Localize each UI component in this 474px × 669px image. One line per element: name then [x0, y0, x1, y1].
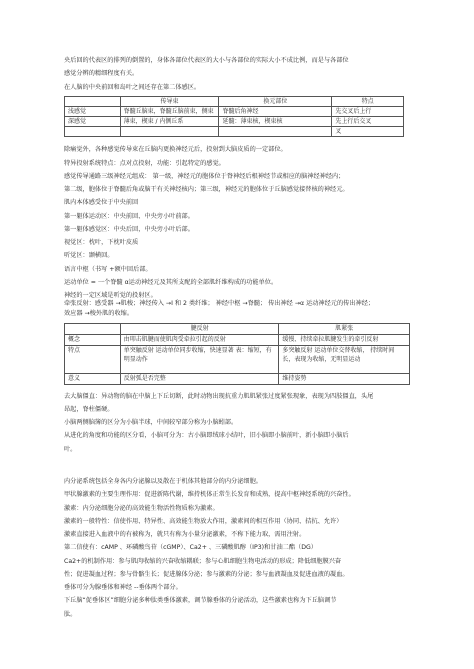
table-cell: 缓慢、持续牵拉肌腱发生的牵引反射: [279, 335, 410, 346]
paragraph-line: 激素的一般特性：信使作用、特异性、高效能生物放大作用，激素间的相互作用（协同、拮抗、允许）: [64, 518, 343, 525]
reflex-comparison-table: [64, 323, 410, 385]
table-cell: 特点: [65, 346, 121, 374]
paragraph-line: 第一躯体运动区：中央前回、中央旁小叶前部。: [64, 213, 194, 220]
paragraph-line: 感觉分辨的精细程度有关。: [64, 70, 139, 77]
table-header-cell: 肌紧张: [279, 324, 410, 335]
paragraph-line: 语言中枢（书写 +额中回后部。: [64, 266, 152, 273]
table-header-cell: [65, 97, 121, 107]
paragraph-line: 垂体可分为腺垂体和神经 --垂体两个部分。: [64, 584, 182, 591]
table-header-cell: 换元部位: [219, 97, 332, 107]
paragraph-line: 叶。: [64, 446, 77, 453]
table-header-cell: [65, 324, 121, 335]
table-cell: [65, 127, 121, 137]
paragraph-line: 小脑两侧脑簿的区分为小脑半球，中间较窄部分称为小脑蚓部。: [64, 419, 238, 426]
table-header-cell: 传导束: [120, 97, 219, 107]
table-cell: 延髓：薄束核，楔束核: [219, 117, 332, 127]
paragraph-line: 激素直接进入血液中的有被称为，就只有称为小量分泌激素，不称下能力取，需用注射。: [64, 531, 306, 538]
table-cell: 单突触反射 运动单位同步收缩，快速显著 表：缩短，有明显动作: [120, 346, 279, 374]
table-cell: 叉: [332, 127, 404, 137]
paragraph-line: 昂起，脊柱僵硬。: [64, 406, 114, 413]
table-header-cell: 特点: [332, 97, 404, 107]
table-cell: 薄束，楔束 / 内侧丘系: [120, 117, 219, 127]
table-header-cell: 腱反射: [120, 324, 279, 335]
table-row: [65, 107, 404, 117]
paragraph-line: 肽。: [64, 611, 77, 618]
table-row: [65, 335, 410, 346]
table-cell: 反射弧是否完整: [120, 374, 279, 385]
table-cell: 脊髓丘脑束，脊髓丘脑前束，侧束: [120, 107, 219, 117]
paragraph-line: 第二信使有：cAMP 、环磷酸鸟苷（cGMP）、Ca2+ 、三磷酸肌醇（IP3)和甘油二酯（DG）: [64, 544, 317, 551]
paragraph-line: 肌内本体感受位于中央前回: [64, 199, 139, 206]
table-header-row: [65, 97, 404, 107]
sensory-pathway-table: [64, 96, 404, 137]
table-cell: 维持姿势: [279, 374, 410, 385]
paragraph-line: 特异投射系统特点：点对点投射，功能：引起特定的感觉。: [64, 160, 225, 167]
table-cell: 先交叉后上行: [332, 107, 404, 117]
paragraph-line: 第一躯体感觉区：中央后回，中央旁小叶后部。: [64, 226, 194, 233]
paragraph-line: 牵张反射：感受器 →肌梭；神经传入 →I 和 2 类纤维； 神经中枢 →脊髓； 传出神经 →α 运动神经元的传出神经；: [64, 300, 375, 307]
table-header-row: [65, 324, 410, 335]
paragraph-line: 激素：内分泌细胞分泌的高效能生物活性物质称为激素。: [64, 505, 219, 512]
paragraph-line: 感觉传导通路三级神经元组成： 第一级，神经元的胞体位于脊神经后根神经节或相应的脑神经神经内；: [64, 173, 345, 180]
paragraph-line: 运动单位 = 一个脊髓 α运动神经元及其所支配的全部肌纤维构成的功能单位。: [64, 279, 278, 286]
paragraph-line: 下丘脑“促垂体区”细胞分泌多种肽类垂体激素，调节腺垂体的分泌活动，这些激素也称为下丘脑调节: [64, 597, 337, 604]
table-cell: 脊髓后角神经: [219, 107, 332, 117]
table-cell: 多突触反射 运动单位交替收缩， 持续时间长，表现为收缩，无明显运动: [279, 346, 410, 374]
paragraph-line: 视觉区：枕叶，下枕叶皮质: [64, 239, 139, 246]
paragraph-line: 除痛觉外，各种感觉传导束在丘脑内更换神经元后，投射到大脑皮质的一定部位。: [64, 146, 287, 153]
paragraph-line: 甲状腺激素的主要生理作用：促进新陈代谢，维持机体正常生长发育和成熟，提高中枢神经系统的兴奋性。: [64, 491, 355, 498]
table-row: [65, 346, 410, 374]
table-cell: [120, 127, 219, 137]
paragraph-line: 神经的一定区域是听觉的投射区。: [64, 292, 157, 299]
table-cell: 深感觉: [65, 117, 121, 127]
paragraph-line: 听觉区：颞横回。: [64, 252, 114, 259]
paragraph-line: Ca2+的机制作用：参与肌肉收缩的兴奋收缩耦联；参与心肌细胞生物电活动的形成；降低细胞膜兴奋: [64, 558, 342, 565]
table-cell: 意义: [65, 374, 121, 385]
paragraph-line: 效应器 →梭外肌的收缩。: [64, 310, 134, 317]
table-row: [65, 117, 404, 127]
paragraph-line: 内分泌系统包括全身各内分泌腺以及散在于机体其他部分的内分泌细胞。: [64, 478, 262, 485]
table-cell: [219, 127, 332, 137]
paragraph-line: 从进化的角度和功能的区分看，小脑可分为：古小脑即绒球小结叶，旧小脑即小脑前叶，新小脑即小脑后: [64, 432, 349, 439]
paragraph-line: 在人脑的中央前回和岛叶之间还存在第二体感区。: [64, 84, 201, 91]
table-row: [65, 127, 404, 137]
paragraph-line: 去大脑僵直：异动物的脑在中脑上下丘切断，此时动物出现抗重力肌肌紧张过度紧张现象，表现为四肢僵直，头尾: [64, 393, 374, 400]
paragraph-line: 央后回的代表区的排列的倒置的，身体各部位代表区的大小与各部位的实际大小不成比例，而是与各部位: [64, 57, 349, 64]
table-cell: 由叩击肌腱而使肌肉受牵拉引起的反射: [120, 335, 279, 346]
table-cell: 概念: [65, 335, 121, 346]
table-cell: 先上行后交叉: [332, 117, 404, 127]
table-row: [65, 374, 410, 385]
paragraph-line: 性；促进凝血过程；参与骨骼生长；促进腺体分泌；参与激素的分泌；参与血液凝血及促进血液的凝血。: [64, 571, 349, 578]
paragraph-line: 第二级，胞体位于脊髓后角或脑干有关神经核内；第三级，神经元的胞体位于丘脑感觉接替核的神经元。: [64, 186, 349, 193]
table-cell: 浅感觉: [65, 107, 121, 117]
